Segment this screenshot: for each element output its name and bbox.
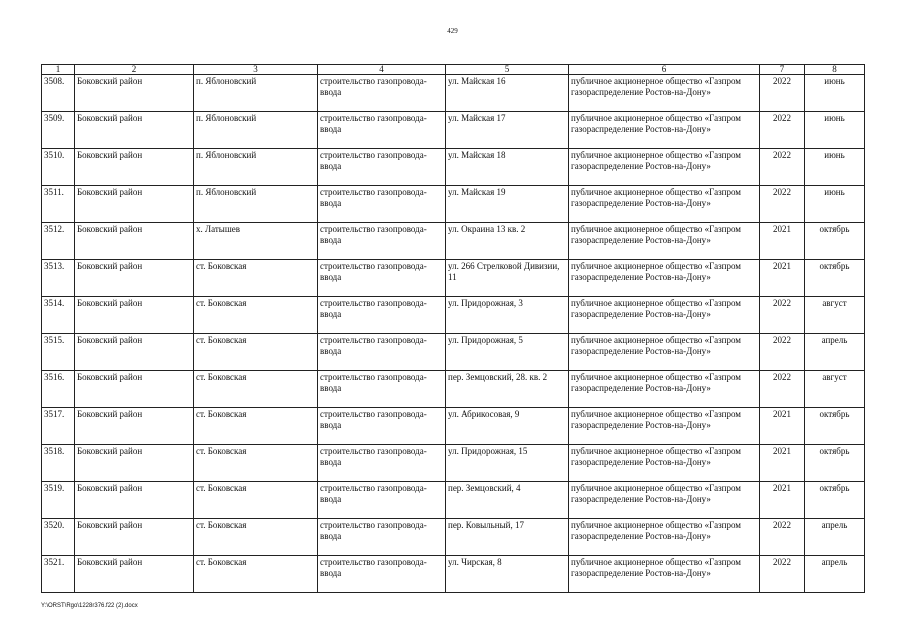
cell-work-type: строительство газопровода-ввода: [318, 75, 446, 112]
cell-address: ул. 266 Стрелковой Дивизии, 11: [446, 260, 569, 297]
cell-organization: публичное акционерное общество «Газпром газораспределение Ростов-на-Дону»: [569, 408, 760, 445]
cell-year: 2021: [760, 260, 805, 297]
cell-number: 3510.: [42, 149, 75, 186]
cell-number: 3508.: [42, 75, 75, 112]
header-row: [42, 65, 865, 75]
cell-work-type: строительство газопровода-ввода: [318, 519, 446, 556]
cell-district: Боковский район: [75, 112, 194, 149]
cell-organization: публичное акционерное общество «Газпром газораспределение Ростов-на-Дону»: [569, 112, 760, 149]
cell-work-type: строительство газопровода-ввода: [318, 556, 446, 593]
column-header: 1: [42, 65, 75, 75]
cell-work-type: строительство газопровода-ввода: [318, 482, 446, 519]
cell-month: октябрь: [805, 223, 865, 260]
cell-year: 2021: [760, 482, 805, 519]
cell-year: 2022: [760, 112, 805, 149]
page-number: 429: [447, 27, 458, 35]
cell-organization: публичное акционерное общество «Газпром газораспределение Ростов-на-Дону»: [569, 556, 760, 593]
cell-district: Боковский район: [75, 408, 194, 445]
cell-number: 3516.: [42, 371, 75, 408]
table-row: [42, 334, 865, 371]
cell-settlement: ст. Боковская: [194, 556, 318, 593]
cell-address: ул. Майская 17: [446, 112, 569, 149]
cell-work-type: строительство газопровода-ввода: [318, 297, 446, 334]
cell-work-type: строительство газопровода-ввода: [318, 186, 446, 223]
cell-month: август: [805, 297, 865, 334]
cell-month: октябрь: [805, 408, 865, 445]
cell-year: 2022: [760, 186, 805, 223]
cell-district: Боковский район: [75, 260, 194, 297]
cell-district: Боковский район: [75, 149, 194, 186]
table-body: [42, 75, 865, 593]
table-row: [42, 556, 865, 593]
table-row: [42, 260, 865, 297]
cell-settlement: п. Яблоновский: [194, 112, 318, 149]
cell-district: Боковский район: [75, 445, 194, 482]
cell-month: июнь: [805, 186, 865, 223]
cell-district: Боковский район: [75, 297, 194, 334]
cell-address: ул. Майская 16: [446, 75, 569, 112]
table-row: [42, 519, 865, 556]
table-row: [42, 75, 865, 112]
cell-year: 2021: [760, 445, 805, 482]
cell-work-type: строительство газопровода-ввода: [318, 149, 446, 186]
cell-month: август: [805, 371, 865, 408]
column-header: 2: [75, 65, 194, 75]
cell-organization: публичное акционерное общество «Газпром газораспределение Ростов-на-Дону»: [569, 334, 760, 371]
column-header: 8: [805, 65, 865, 75]
cell-year: 2022: [760, 297, 805, 334]
cell-settlement: п. Яблоновский: [194, 186, 318, 223]
cell-organization: публичное акционерное общество «Газпром газораспределение Ростов-на-Дону»: [569, 149, 760, 186]
cell-district: Боковский район: [75, 186, 194, 223]
registry-table: [41, 64, 865, 593]
cell-work-type: строительство газопровода-ввода: [318, 112, 446, 149]
cell-year: 2022: [760, 519, 805, 556]
cell-organization: публичное акционерное общество «Газпром газораспределение Ростов-на-Дону»: [569, 223, 760, 260]
cell-settlement: ст. Боковская: [194, 482, 318, 519]
cell-district: Боковский район: [75, 556, 194, 593]
cell-settlement: ст. Боковская: [194, 408, 318, 445]
cell-settlement: х. Латышев: [194, 223, 318, 260]
column-header: 7: [760, 65, 805, 75]
cell-settlement: ст. Боковская: [194, 445, 318, 482]
cell-organization: публичное акционерное общество «Газпром газораспределение Ростов-на-Дону»: [569, 482, 760, 519]
cell-number: 3519.: [42, 482, 75, 519]
cell-year: 2021: [760, 408, 805, 445]
table-row: [42, 408, 865, 445]
cell-organization: публичное акционерное общество «Газпром газораспределение Ростов-на-Дону»: [569, 297, 760, 334]
column-header: 5: [446, 65, 569, 75]
cell-year: 2022: [760, 371, 805, 408]
cell-work-type: строительство газопровода-ввода: [318, 408, 446, 445]
cell-organization: публичное акционерное общество «Газпром газораспределение Ростов-на-Дону»: [569, 260, 760, 297]
cell-year: 2022: [760, 556, 805, 593]
cell-organization: публичное акционерное общество «Газпром газораспределение Ростов-на-Дону»: [569, 75, 760, 112]
table-row: [42, 445, 865, 482]
table-row: [42, 186, 865, 223]
cell-month: июнь: [805, 112, 865, 149]
cell-work-type: строительство газопровода-ввода: [318, 223, 446, 260]
cell-address: пер. Земцовский, 4: [446, 482, 569, 519]
cell-address: ул. Окраина 13 кв. 2: [446, 223, 569, 260]
cell-organization: публичное акционерное общество «Газпром газораспределение Ростов-на-Дону»: [569, 371, 760, 408]
cell-address: ул. Майская 19: [446, 186, 569, 223]
cell-number: 3514.: [42, 297, 75, 334]
column-header: 6: [569, 65, 760, 75]
cell-year: 2022: [760, 75, 805, 112]
cell-month: апрель: [805, 556, 865, 593]
cell-month: апрель: [805, 334, 865, 371]
table-row: [42, 149, 865, 186]
cell-district: Боковский район: [75, 334, 194, 371]
cell-number: 3512.: [42, 223, 75, 260]
cell-year: 2022: [760, 149, 805, 186]
table-row: [42, 112, 865, 149]
cell-number: 3513.: [42, 260, 75, 297]
cell-district: Боковский район: [75, 482, 194, 519]
column-header: 3: [194, 65, 318, 75]
cell-year: 2021: [760, 223, 805, 260]
cell-address: пер. Земцовский, 28. кв. 2: [446, 371, 569, 408]
cell-address: ул. Майская 18: [446, 149, 569, 186]
cell-address: ул. Придорожная, 3: [446, 297, 569, 334]
cell-district: Боковский район: [75, 223, 194, 260]
cell-settlement: п. Яблоновский: [194, 149, 318, 186]
cell-settlement: п. Яблоновский: [194, 75, 318, 112]
cell-organization: публичное акционерное общество «Газпром газораспределение Ростов-на-Дону»: [569, 445, 760, 482]
cell-district: Боковский район: [75, 371, 194, 408]
cell-address: ул. Придорожная, 15: [446, 445, 569, 482]
cell-number: 3521.: [42, 556, 75, 593]
cell-address: ул. Придорожная, 5: [446, 334, 569, 371]
cell-month: октябрь: [805, 260, 865, 297]
cell-district: Боковский район: [75, 75, 194, 112]
cell-number: 3520.: [42, 519, 75, 556]
column-header: 4: [318, 65, 446, 75]
cell-year: 2022: [760, 334, 805, 371]
cell-address: ул. Чирская, 8: [446, 556, 569, 593]
table-row: [42, 482, 865, 519]
cell-month: октябрь: [805, 482, 865, 519]
cell-work-type: строительство газопровода-ввода: [318, 334, 446, 371]
cell-number: 3517.: [42, 408, 75, 445]
cell-month: октябрь: [805, 445, 865, 482]
cell-settlement: ст. Боковская: [194, 519, 318, 556]
table-row: [42, 223, 865, 260]
cell-month: июнь: [805, 75, 865, 112]
cell-address: пер. Ковыльный, 17: [446, 519, 569, 556]
cell-settlement: ст. Боковская: [194, 371, 318, 408]
footer-file-path: Y:\ORST\Rgo\1228r376.f22 (2).docx: [41, 603, 138, 609]
cell-month: апрель: [805, 519, 865, 556]
cell-number: 3515.: [42, 334, 75, 371]
cell-organization: публичное акционерное общество «Газпром газораспределение Ростов-на-Дону»: [569, 519, 760, 556]
cell-work-type: строительство газопровода-ввода: [318, 260, 446, 297]
cell-district: Боковский район: [75, 519, 194, 556]
cell-number: 3518.: [42, 445, 75, 482]
table-row: [42, 371, 865, 408]
cell-month: июнь: [805, 149, 865, 186]
cell-work-type: строительство газопровода-ввода: [318, 445, 446, 482]
cell-settlement: ст. Боковская: [194, 334, 318, 371]
cell-organization: публичное акционерное общество «Газпром газораспределение Ростов-на-Дону»: [569, 186, 760, 223]
cell-settlement: ст. Боковская: [194, 260, 318, 297]
cell-number: 3509.: [42, 112, 75, 149]
cell-work-type: строительство газопровода-ввода: [318, 371, 446, 408]
cell-address: ул. Абрикосовая, 9: [446, 408, 569, 445]
cell-settlement: ст. Боковская: [194, 297, 318, 334]
table-row: [42, 297, 865, 334]
cell-number: 3511.: [42, 186, 75, 223]
